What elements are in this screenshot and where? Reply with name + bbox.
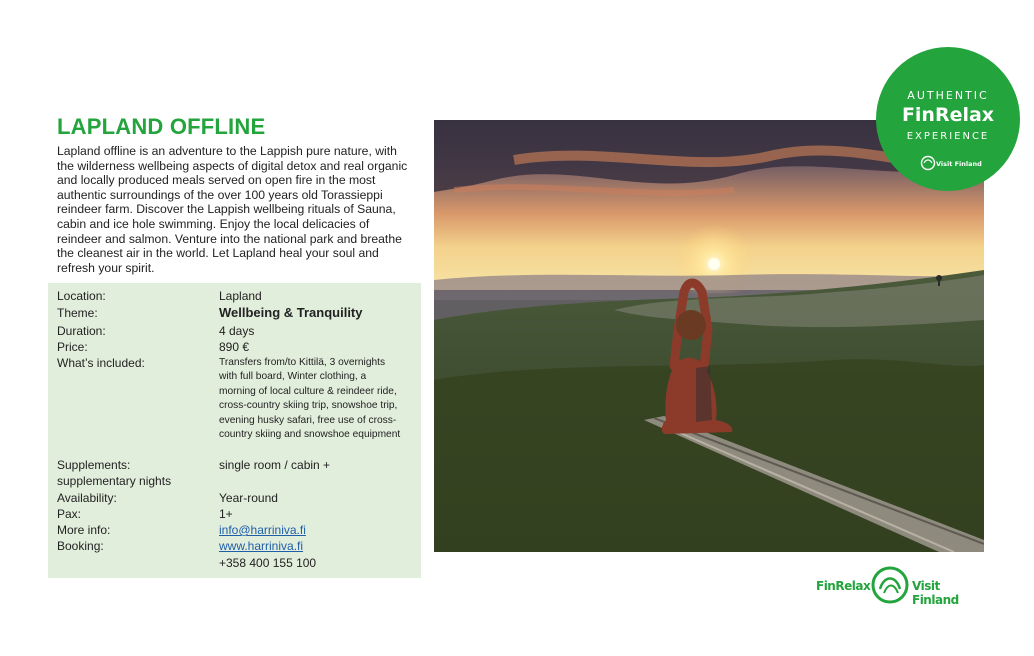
duration-value: 4 days bbox=[219, 324, 255, 338]
lapland-sunset-photo bbox=[434, 120, 984, 552]
supplements-label: Supplements: bbox=[57, 458, 131, 472]
website-link[interactable]: www.harriniva.fi bbox=[219, 539, 304, 553]
badge-experience: EXPERIENCE bbox=[906, 131, 990, 142]
included-label: What’s included: bbox=[57, 356, 145, 370]
duration-label: Duration: bbox=[57, 324, 106, 338]
page-title: LAPLAND OFFLINE bbox=[57, 114, 266, 139]
phone-number: +358 400 155 100 bbox=[219, 556, 317, 570]
visit-finland-logo-text: Visit Finland bbox=[912, 579, 959, 607]
location-value: Lapland bbox=[219, 289, 262, 303]
booking-label: Booking: bbox=[57, 539, 104, 553]
availability-value: Year-round bbox=[219, 491, 278, 505]
theme-label: Theme: bbox=[57, 306, 98, 320]
pax-label: Pax: bbox=[57, 507, 82, 521]
location-label: Location: bbox=[57, 289, 106, 303]
badge-finrelax: FinRelax bbox=[901, 104, 995, 126]
supplements-value: single room / cabin + bbox=[219, 458, 331, 472]
availability-label: Availability: bbox=[57, 491, 117, 505]
price-label: Price: bbox=[57, 340, 88, 354]
more-info-label: More info: bbox=[57, 523, 111, 537]
finrelax-emblem-icon bbox=[870, 565, 910, 605]
finrelax-badge bbox=[876, 47, 1020, 191]
details-panel bbox=[48, 283, 421, 578]
badge-authentic: AUTHENTIC bbox=[907, 89, 989, 102]
badge-visit-finland: Visit Finland bbox=[936, 160, 982, 168]
pax-value: 1+ bbox=[219, 507, 233, 521]
price-value: 890 € bbox=[219, 340, 250, 354]
intro-text: Lapland offline is an adventure to the Lappish pure nature, with the wilderness wellbeing aspects of digital detox and real organic and locally produced meals served on open fire in the most authentic surroundings of the over 100 years old Torassieppi reindeer farm. Discover the Lappish wellbeing rituals of Sauna, cabin and ice hole swimming. Enjoy the local delicacies of reindeer and salmon. Venture into the national park and breathe the cleanest air in the world. Let Lapland heal your soul and refresh your spirit. bbox=[57, 144, 408, 275]
included-value: Transfers from/to Kittilä, 3 overnights with full board, Winter clothing, a morning of local culture & reindeer ride, cross-country skiing trip, snowshoe trip, evening husky safari, free use of cross-country skiing and snowshoe equipment bbox=[219, 357, 401, 441]
email-link[interactable]: info@harriniva.fi bbox=[219, 523, 306, 537]
theme-value: Wellbeing & Tranquility bbox=[219, 305, 363, 320]
supplements-label-2: supplementary nights bbox=[57, 474, 172, 488]
footer-logos bbox=[816, 565, 986, 605]
visit-finland-logo-icon bbox=[920, 155, 936, 171]
finrelax-logo-text: FinRelax bbox=[816, 579, 871, 593]
